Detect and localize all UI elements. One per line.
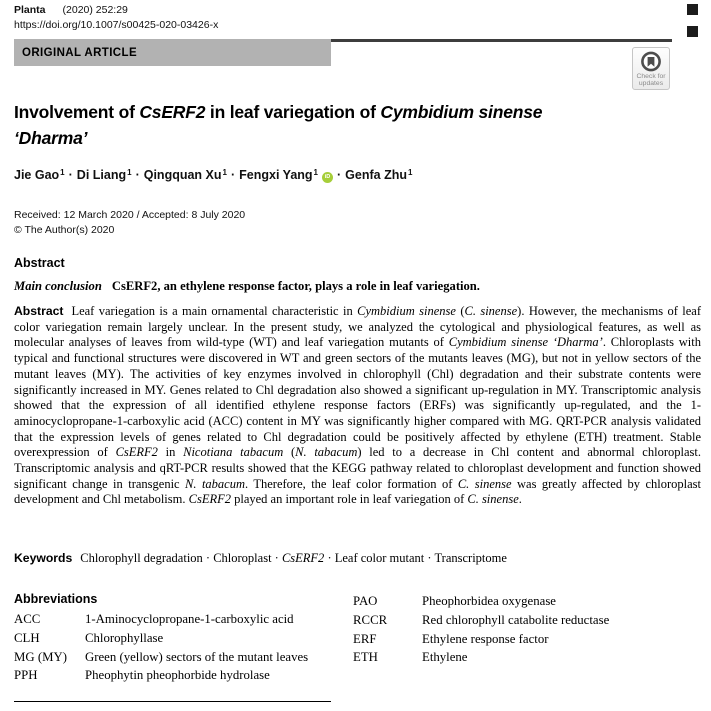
author-separator: · [135,168,140,182]
journal-volume-issue: (2020) 252:29 [62,4,128,16]
main-conclusion-text: CsERF2, an ethylene response factor, plays a role in leaf variegation. [111,279,480,293]
author-affiliation-superscript: 1 [313,167,318,177]
author-name: Genfa Zhu [345,168,407,182]
abstract-text: Leaf variegation is a main ornamental characteristic in Cymbidium sinense (C. sinense). However, the mechanisms of leaf color variegation remain largely unclear. In the present study, we analyzed the cytological and physiological features, as well as molecular analyses of leaves from wild-type (WT) and leaf variegation mutants of Cymbidium sinense ‘Dharma’. Chloroplasts with typical and functional structures were discovered in WT and green sectors of the mutants leaves (MG), but not in yellow sectors of the mutant leaves (MY). The activities of key enzymes involved in chlorophyll (Chl) degradation and their substrate contents were significantly increased in MY. Genes related to Chl degradation also showed a significant up-regulation in MY. Transcriptomic analysis showed that the expression of all identified ethylene response factors (ERFs) was significantly up-regulated, and the 1-aminocyclopropane-1-carboxylic acid (ACC) content in MY was significantly higher compared with MG. QRT-PCR analysis validated that the expression levels of genes related to Chl degradation could be positively affected by ethylene (ETH) treatment. Stable overexpression of CsERF2 in Nicotiana tabacum (N. tabacum) led to a decrease in Chl content and abnormal chloroplast. Transcriptomic analysis and qRT-PCR results showed that the KEGG pathway related to chloroplast development and function showed significant change in transgenic N. tabacum. Therefore, the leaf color formation of C. sinense was greatly affected by chloroplast development and Chl metabolism. CsERF2 played an important role in leaf variegation of C. sinense. [14,304,702,507]
abbreviation-definition: Pheophorbidea oxygenase [422,594,556,608]
article-title-line2: ‘Dharma’ [14,128,88,148]
abbreviations-heading: Abbreviations [14,592,98,606]
article-type-banner [14,39,331,66]
crossmark-icon [633,50,669,73]
abbreviation-row [353,648,703,667]
author-affiliation-superscript: 1 [60,167,65,177]
authors-line [14,168,696,183]
author-name: Di Liang [76,168,127,182]
abbreviation-row [353,630,703,649]
article-title-line1: Involvement of CsERF2 in leaf variegation of Cymbidium sinense [14,102,543,122]
page-corner-mark-bottom [687,26,698,37]
abbreviation-row [14,648,349,667]
abstract-heading: Abstract [14,256,65,270]
abbreviation-row [14,629,349,648]
author-name: Fengxi Yang [239,168,313,182]
received-accepted-dates: Received: 12 March 2020 / Accepted: 8 July 2020 [14,209,246,221]
author-separator: · [68,168,73,182]
abbreviation-row [14,610,349,629]
abbreviation-term: ETH [353,650,378,665]
abbreviation-term: PAO [353,594,378,608]
author-separator: · [337,168,342,182]
abbreviations-right-column [353,592,703,667]
abbreviations-left-column [14,610,349,685]
abbreviation-term: PPH [14,668,38,683]
doi-link[interactable]: https://doi.org/10.1007/s00425-020-03426-x [14,18,219,31]
article-type-label: ORIGINAL ARTICLE [22,46,138,59]
abbreviation-row [353,592,703,611]
article-title [14,99,696,151]
abbreviation-definition: Pheophytin pheophorbide hydrolase [85,668,270,683]
page-corner-mark-top [687,4,698,15]
abbreviation-definition: Ethylene response factor [422,631,549,646]
abbreviation-term: CLH [14,630,40,645]
journal-citation-line [14,4,128,16]
keywords-line [14,551,701,566]
abbreviation-definition: Ethylene [422,650,468,665]
journal-name: Planta [14,4,46,16]
main-conclusion-line [14,279,701,294]
abbreviation-definition: Red chlorophyll catabolite reductase [422,612,610,627]
abbreviation-definition: 1-Aminocyclopropane-1-carboxylic acid [85,612,294,626]
author-separator: · [230,168,236,182]
author-affiliation-superscript: 1 [407,167,413,177]
abbreviation-definition: Chlorophyllase [85,630,164,645]
orcid-icon[interactable]: iD [322,172,333,183]
abbreviation-term: RCCR [353,612,388,627]
abbreviation-row [353,611,703,630]
check-for-updates-badge[interactable] [632,47,670,90]
keywords-list: Chlorophyll degradation · Chloroplast · CsERF2 · Leaf color mutant · Transcriptome [80,551,507,565]
keywords-label: Keywords [14,551,73,565]
abbreviation-row [14,666,349,685]
author-name: Jie Gao [14,168,60,182]
abstract-paragraph [14,304,701,508]
footnote-rule [14,701,331,702]
abbreviation-definition: Green (yellow) sectors of the mutant leaves [85,649,309,664]
abstract-inline-label: Abstract [14,304,64,318]
header-rule [331,39,672,42]
author-affiliation-superscript: 1 [222,167,227,177]
article-history [14,208,245,237]
author-affiliation-superscript: 1 [127,167,132,177]
author-name: Qingquan Xu [143,168,222,182]
check-for-updates-label: Check for updates [636,73,666,88]
abbreviation-term: ACC [14,612,41,626]
abbreviation-term: MG (MY) [14,649,67,664]
copyright-notice: © The Author(s) 2020 [14,223,115,236]
main-conclusion-label: Main conclusion [14,279,102,293]
abbreviation-term: ERF [353,631,377,646]
